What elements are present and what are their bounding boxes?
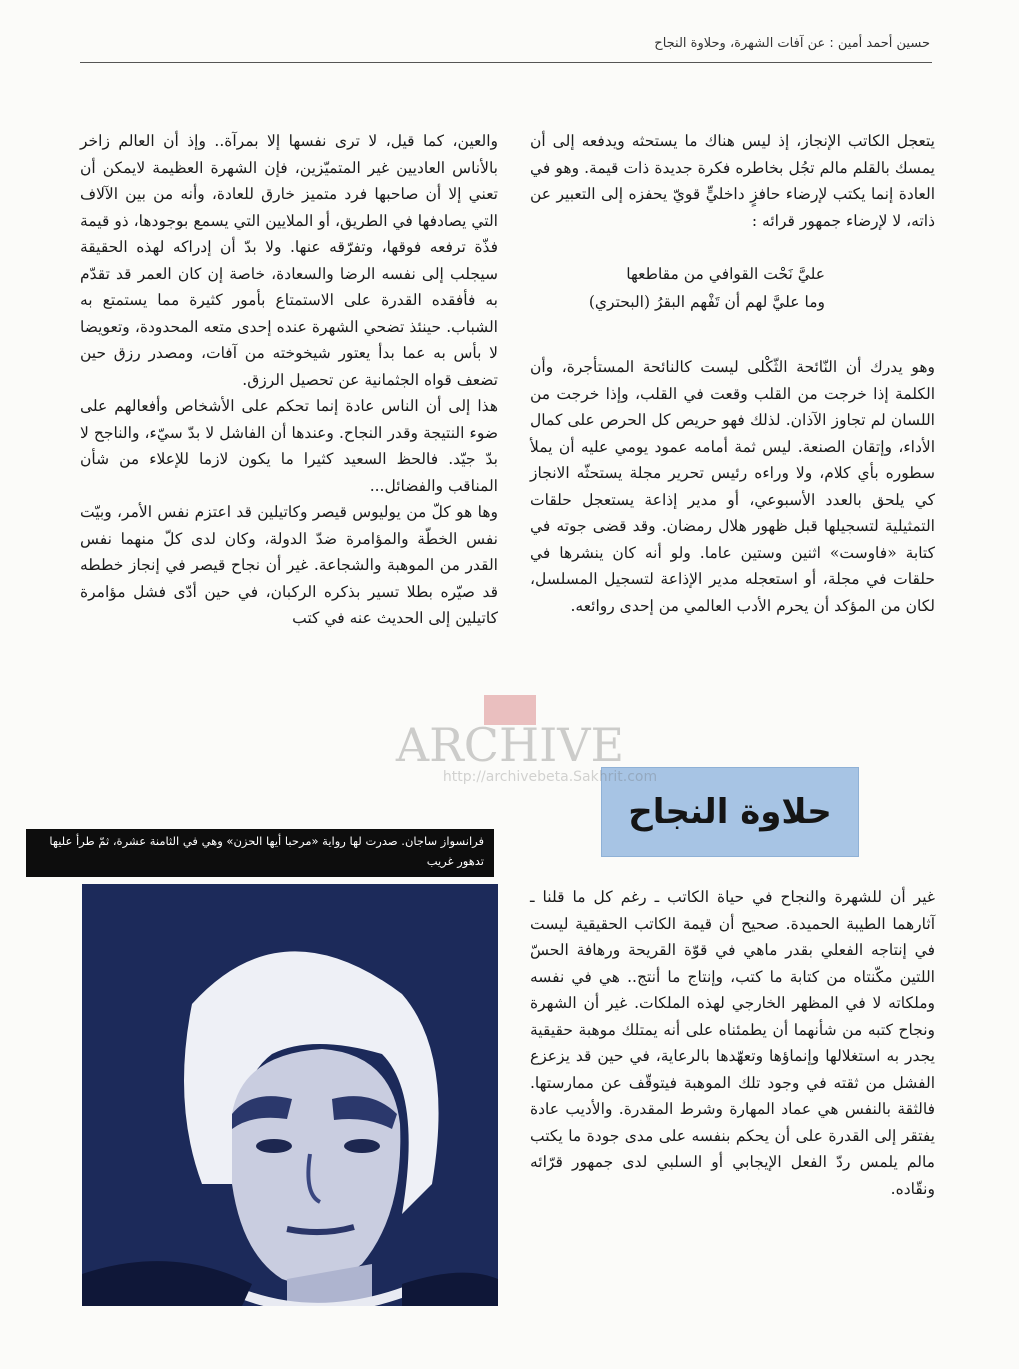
poem-verse-2: وما عليَّ لهم أن تَفْهم البقرُ (البحتري)	[588, 293, 825, 311]
section-title: حلاوة النجاح	[628, 792, 832, 832]
right-column	[530, 128, 935, 619]
poem-verse-1: عليَّ نَحْت القوافي من مقاطعها	[626, 265, 825, 283]
portrait-photo	[82, 884, 498, 1306]
right-paragraph-2: وهو يدرك أن النّائحة الثّكْلى ليست كالنائحة المستأجرة، وأن الكلمة إذا خرجت من القلب وقعت في القلب، وإذا خرجت من اللسان لم تجاوز الآذان. لذلك فهو حريص كل الحرص على كمال الأداء، وإتقان الصنعة. ليس ثمة أمامه عمود يومي عليه أن يملأ سطوره بأي كلام، ولا وراءه رئيس تحرير مجلة يستحثّه الانجاز كي يلحق بالعدد الأسبوعي، أو مدير إذاعة يستعجل حلقات التمثيلية لتسجيلها قبل ظهور هلال رمضان. وقد قضى جوته في كتابة «فاوست» اثنين وستين عاما. ولو أنه كان ينشرها في حلقات في مجلة، أو استعجله مدير الإذاعة لتسجيل المسلسل، لكان من المؤكد أن يحرم الأدب العالمي من إحدى روائعه.	[530, 358, 935, 615]
left-paragraph-1: والعين، كما قيل، لا ترى نفسها إلا بمرآة.. وإذ أن العالم زاخر بالأناس العاديين غير المتميّزين، فإن الشهرة العظيمة لايمكن أن تعني إلا أن صاحبها فرد متميز خارق للعادة، وأنه من بين الآلاف التي يصادفها في الطريق، أو الملايين التي يسمع بوجودها، ذو قيمة فذّة ترفعه فوقها، وتفرّقه عنها. ولا بدّ أن إدراكه لهذه الحقيقة سيجلب إلى نفسه الرضا والسعادة، خاصة إن كان العمر قد تقدّم به فأفقده القدرة على الاستمتاع بأمور كثيرة مما يستمتع به الشباب. حينئذ تضحي الشهرة عنده إحدى متعه المحدودة، وتعويضا لا بأس به عما بدأ يعتور شيخوخته من آفات، ومصدر رزق حين تضعف قواه الجثمانية عن تحصيل الرزق.	[80, 132, 498, 389]
left-column	[80, 128, 498, 632]
watermark-url: http://archivebeta.Sakhrit.com	[442, 769, 658, 785]
left-paragraph-3: وها هو كلّ من يوليوس قيصر وكاتيلين قد اعتزم نفس الأمر، وبيّت نفس الخطّة والمؤامرة ضدّ الدولة، وكان لدى كلّ منهما نفس القدر من الموهبة والشجاعة. غير أن نجاح قيصر في إنجاز خططه قد صيّره بطلا تسير بذكره الركبان، في حين أدّى فشل مؤامرة كاتيلين إلى الحديث عنه في كتب	[80, 503, 498, 627]
watermark-label: ARCHIVE	[395, 718, 625, 772]
header-rule	[80, 62, 932, 63]
poem-block	[530, 260, 935, 316]
running-header: حسين أحمد أمين : عن آفات الشهرة، وحلاوة النجاح	[654, 36, 930, 51]
left-paragraph-2: هذا إلى أن الناس عادة إنما تحكم على الأشخاص وأفعالهم على ضوء النتيجة وقدر النجاح. وعندها أن الفاشل لا بدّ سيّء، والناجح لا بدّ جيّد. فالحظ السعيد كثيرا ما يكون لازما للإعلاء من شأن المناقب والفضائل...	[80, 397, 498, 495]
book-icon	[484, 695, 536, 725]
right-paragraph-1: يتعجل الكاتب الإنجاز، إذ ليس هناك ما يستحثه ويدفعه إلى أن يمسك بالقلم مالم تجُل بخاطره فكرة جديدة ذات قيمة. وهو في العادة إنما يكتب لإرضاء حافزٍ داخليٍّ قويّ يحفزه إلى التعبير عن ذاته، لا لإرضاء جمهور قرائه :	[530, 132, 935, 230]
photo-caption: فرانسواز ساجان. صدرت لها رواية «مرحبا أيها الحزن» وهي في الثامنة عشرة، ثمّ طرأ عليها تدهور غريب	[26, 829, 494, 877]
right-paragraph-3: غير أن للشهرة والنجاح في حياة الكاتب ـ رغم كل ما قلنا ـ آثارهما الطيبة الحميدة. صحيح أن قيمة الكاتب الحقيقية ليست في إنتاجه الفعلي بقدر ماهي في قوّة القريحة ورهافة الحسّ اللتين مكّنتاه من كتابة ما كتب، وإنتاج ما أنتج.. هي في نفسه وملكاته لا في المظهر الخارجي لهذه الملكات. غير أن الشهرة ونجاح كتبه من شأنهما أن يطمئناه على أنه يمتلك موهبة حقيقية يجدر به استغلالها وإنماؤها وتعهّدها بالرعاية، في حين قد يزعزع الفشل من ثقته في وجود تلك الموهبة فيتوقّف عن ممارستها. فالثقة بالنفس هي عماد المهارة وشرط المقدرة. والأديب عادة يفتقر إلى القدرة على أن يحكم بنفسه على مدى جودة ما يكتب مالم يلمس ردّ الفعل الإيجابي أو السلبي لدى جمهور قرّائه ونقّاده.	[530, 888, 935, 1198]
section-title-box	[601, 767, 859, 857]
section-body	[530, 884, 935, 1202]
portrait-illustration	[82, 884, 498, 1306]
